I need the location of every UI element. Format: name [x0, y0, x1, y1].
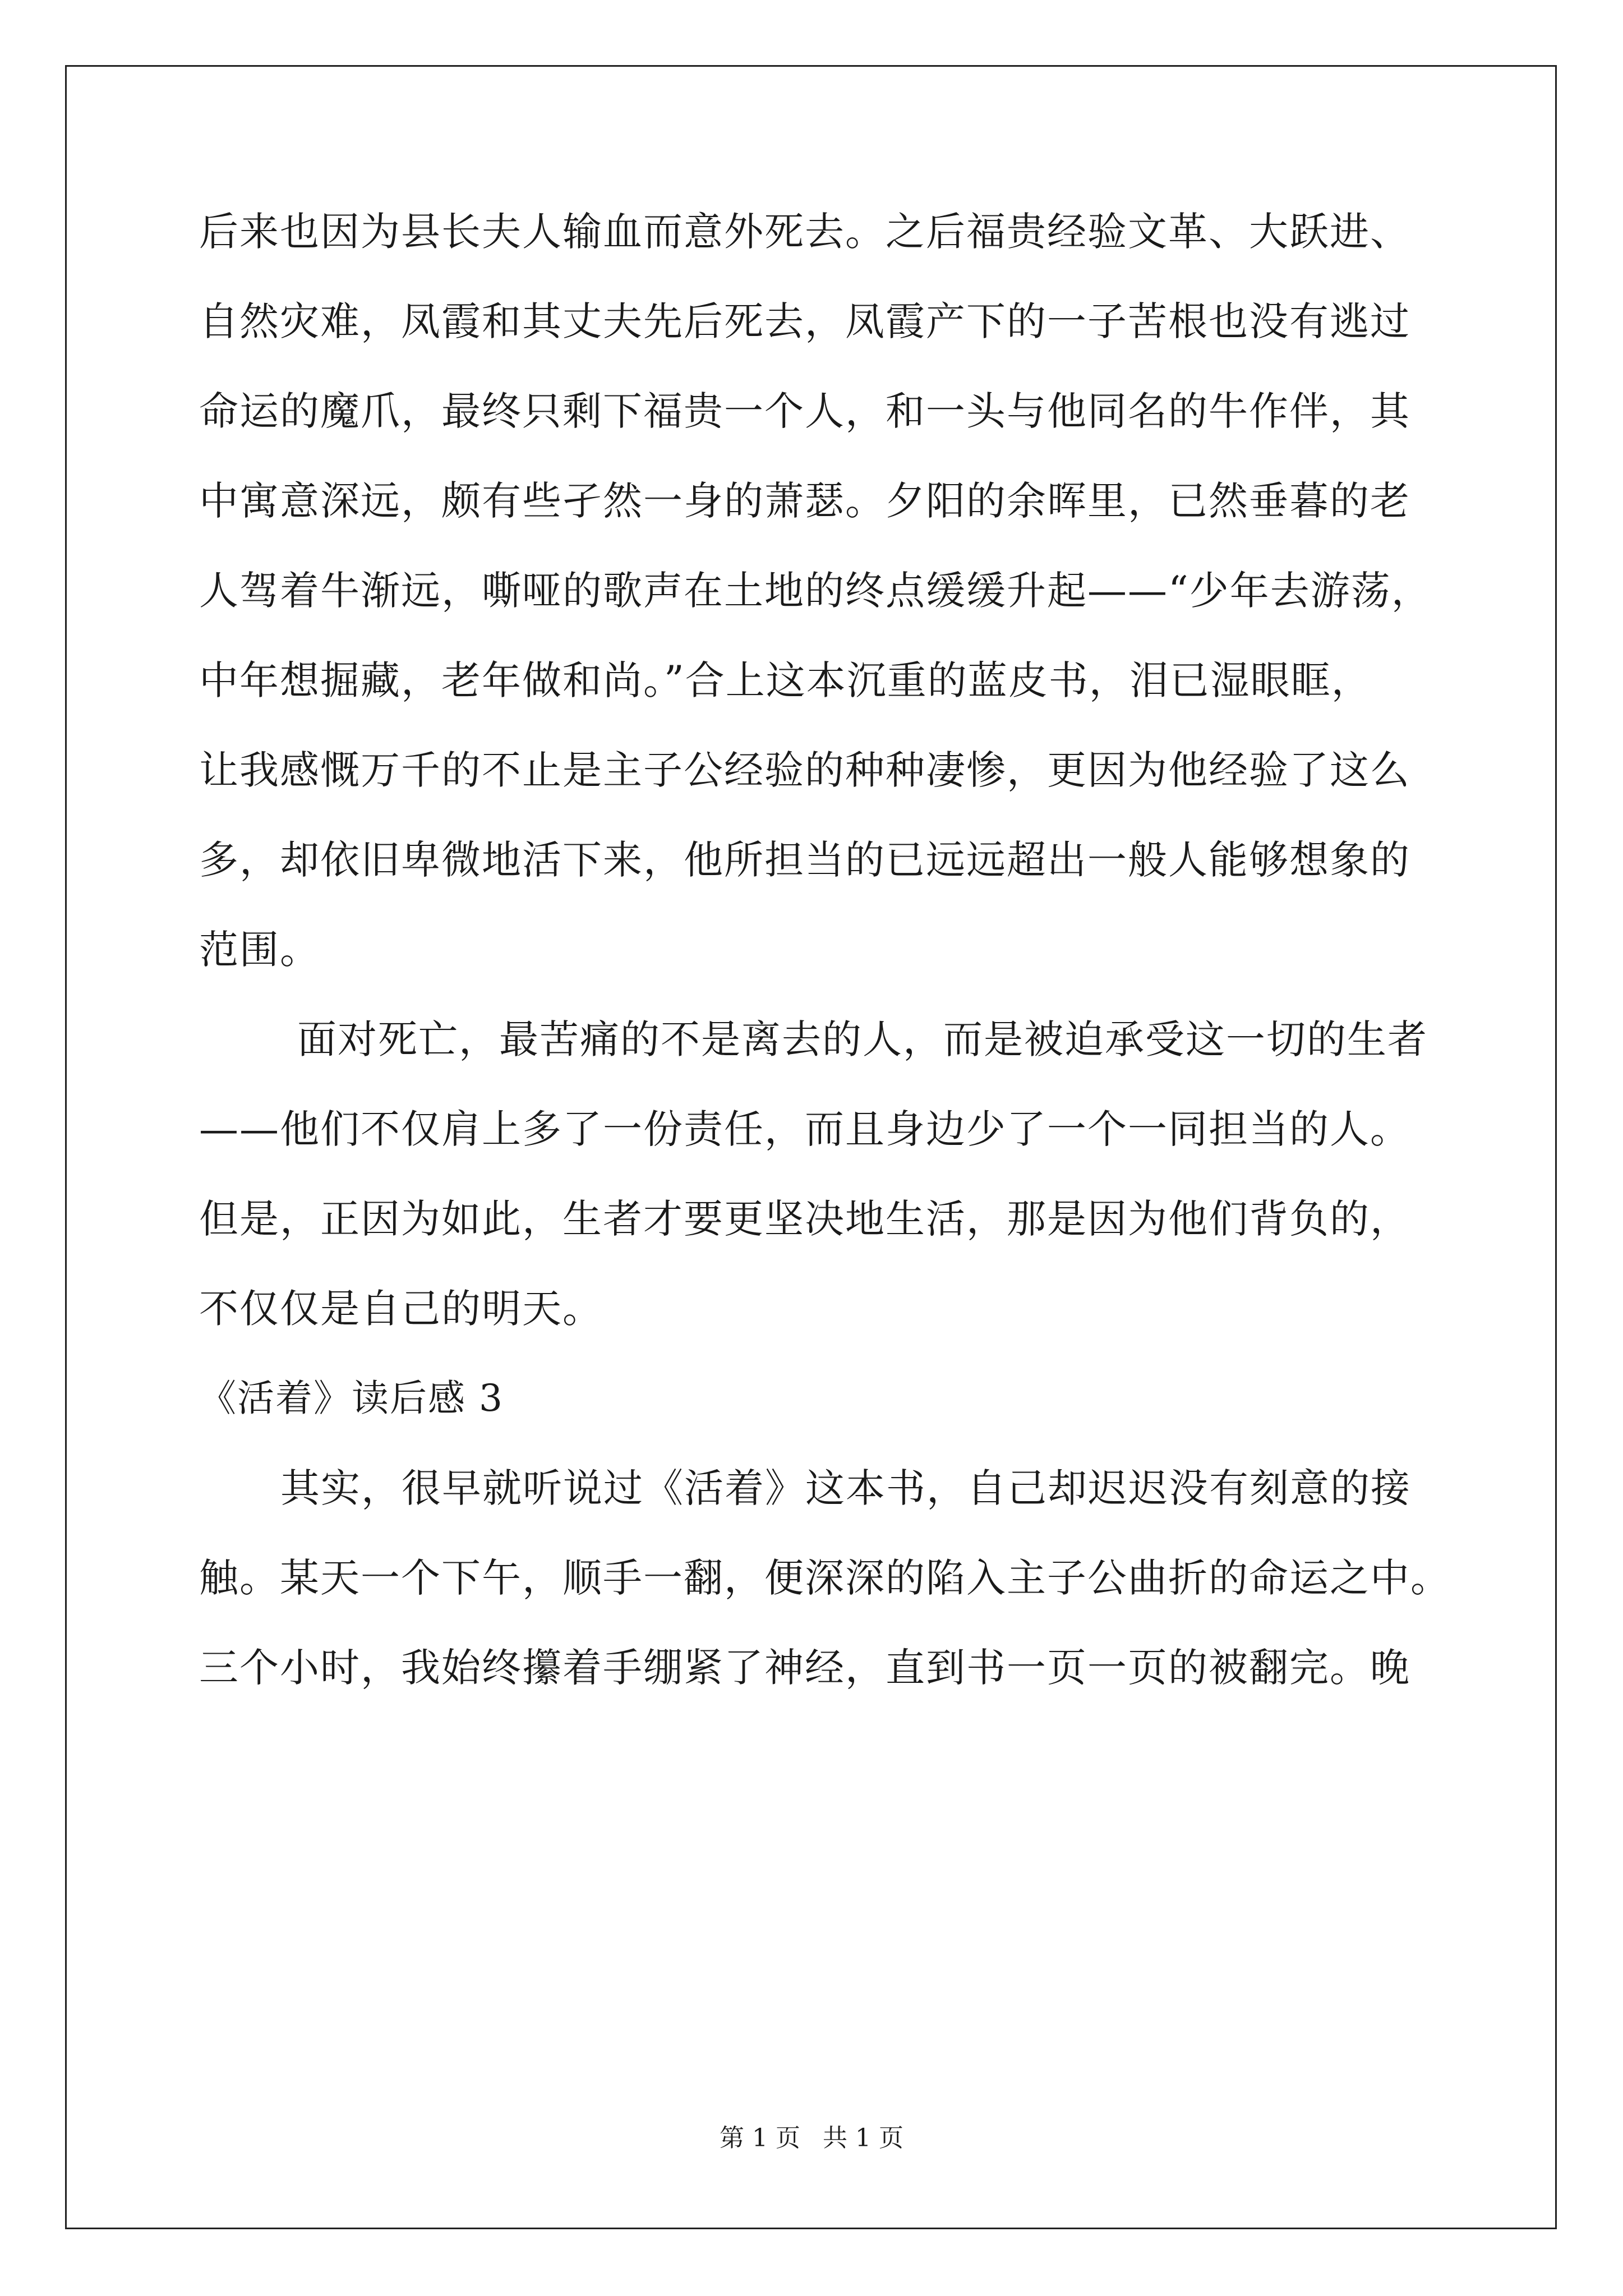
paragraph-line: 范围。 [199, 927, 320, 973]
paragraph-line: ——他们不仅肩上多了一份责任，而且身边少了一个一同担当的人。 [199, 1106, 1410, 1152]
page-footer [0, 2122, 1623, 2155]
paragraph-line: 命运的魔爪，最终只剩下福贵一个人，和一头与他同名的牛作伴，其 [199, 388, 1410, 434]
paragraph-line: 三个小时，我始终攥着手绷紧了神经，直到书一页一页的被翻完。晚 [199, 1645, 1410, 1691]
paragraph-line: 中寓意深远，颇有些孑然一身的萧瑟。夕阳的余晖里，已然垂暮的老 [199, 478, 1410, 524]
paragraph-line: 后来也因为县长夫人输血而意外死去。之后福贵经验文革、大跃进、 [199, 209, 1410, 255]
paragraph-line: 其实，很早就听说过《活着》这本书，自己却迟迟没有刻意的接 [280, 1465, 1411, 1511]
paragraph-line: 不仅仅是自己的明天。 [199, 1286, 603, 1332]
total-pages: 共 1 页 [823, 2124, 903, 2152]
paragraph-line: 中年想掘藏，老年做和尚。”合上这本沉重的蓝皮书，泪已湿眼眶， [199, 657, 1372, 703]
paragraph-line: 自然灾难，凤霞和其丈夫先后死去，凤霞产下的一子苦根也没有逃过 [199, 298, 1410, 344]
paragraph-line: 触。某天一个下午，顺手一翻，便深深的陷入主子公曲折的命运之中。 [199, 1555, 1451, 1601]
page-number: 第 1 页 [720, 2124, 800, 2152]
paragraph-line: 多，却依旧卑微地活下来，他所担当的已远远超出一般人能够想象的 [199, 837, 1410, 883]
paragraph-line: 但是，正因为如此，生者才要更坚决地生活，那是因为他们背负的， [199, 1196, 1410, 1242]
paragraph-line: 人驾着牛渐远，嘶哑的歌声在土地的终点缓缓升起——“少年去游荡， [199, 568, 1432, 614]
section-heading: 《活着》读后感 3 [199, 1377, 504, 1420]
paragraph-line: 面对死亡，最苦痛的不是离去的人，而是被迫承受这一切的生者 [297, 1016, 1428, 1062]
paragraph-line: 让我感慨万千的不止是主子公经验的种种凄惨，更因为他经验了这么 [199, 747, 1410, 793]
